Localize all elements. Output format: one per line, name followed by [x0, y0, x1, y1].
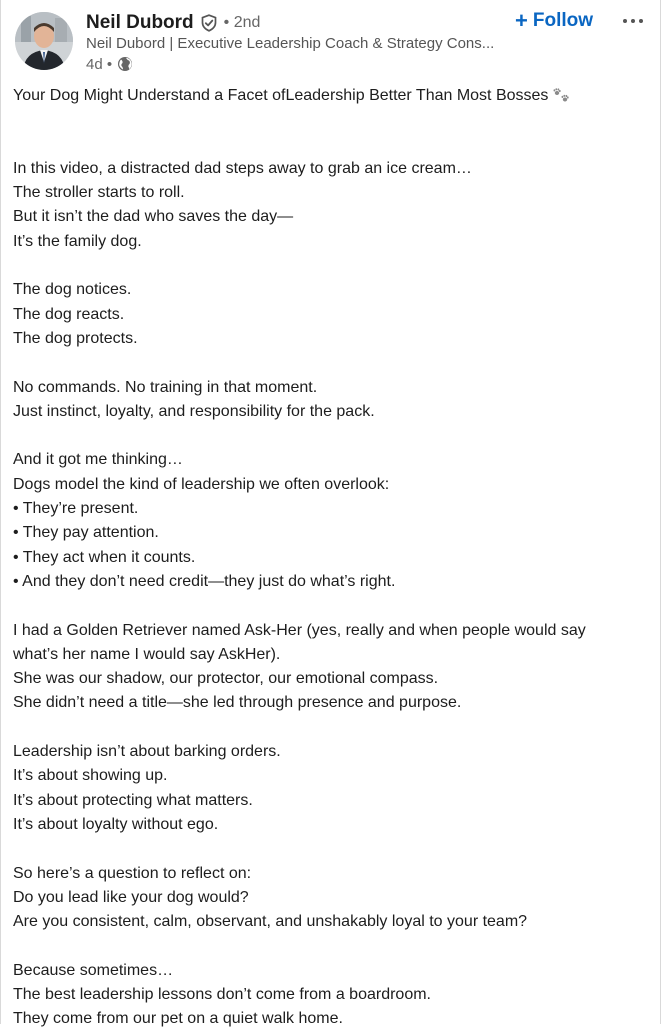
- post-body-line: I had a Golden Retriever named Ask-Her (yes, really and when people would say: [13, 621, 586, 639]
- post-body-line: Do you lead like your dog would?: [13, 888, 249, 906]
- globe-icon: [117, 56, 133, 72]
- follow-button[interactable]: [515, 8, 593, 34]
- post-body-line: The dog protects.: [13, 329, 138, 347]
- post-body-line: The dog notices.: [13, 281, 132, 299]
- post-body-line: She didn’t need a title—she led through presence and purpose.: [13, 694, 462, 712]
- author-name[interactable]: Neil Dubord: [86, 12, 194, 33]
- paw-prints-icon: [552, 87, 572, 105]
- post-body-line: what’s her name I would say AskHer).: [13, 645, 281, 663]
- follow-label: Follow: [532, 10, 594, 31]
- post-body-line: Dogs model the kind of leadership we often overlook:: [13, 475, 390, 493]
- blank-line: [13, 254, 653, 278]
- post-body-lines: [13, 108, 653, 1031]
- blank-line: [13, 133, 653, 157]
- post-time: 4d •: [86, 55, 113, 73]
- plus-icon: +: [515, 8, 528, 33]
- author-headline: Neil Dubord | Executive Leadership Coach & Strategy Cons...: [86, 35, 495, 52]
- post-body-line: Just instinct, loyalty, and responsibility for the pack.: [13, 402, 375, 420]
- post-body-line: It’s about showing up.: [13, 767, 168, 785]
- connection-degree: • 2nd: [223, 14, 261, 31]
- more-horizontal-icon: [622, 18, 644, 24]
- blank-line: [13, 716, 653, 740]
- blank-line: [13, 108, 653, 132]
- post-body-line: It’s the family dog.: [13, 232, 142, 250]
- blank-line: [13, 594, 653, 618]
- avatar[interactable]: [15, 12, 73, 70]
- avatar-photo: [15, 12, 73, 70]
- author-row: [86, 10, 260, 36]
- verified-badge-icon: [200, 14, 218, 32]
- blank-line: [13, 837, 653, 861]
- post-body-line: • They act when it counts.: [13, 548, 196, 566]
- blank-line: [13, 934, 653, 958]
- post-title: Your Dog Might Understand a Facet ofLeadership Better Than Most Bosses: [13, 87, 549, 104]
- post-body-line: But it isn’t the dad who saves the day—: [13, 208, 294, 226]
- post-body-line: And it got me thinking…: [13, 451, 183, 469]
- post-body-line: The stroller starts to roll.: [13, 184, 185, 202]
- post-body-line: The best leadership lessons don’t come from a boardroom.: [13, 985, 431, 1003]
- post-body-line: The dog reacts.: [13, 305, 125, 323]
- post-body-line: It’s about protecting what matters.: [13, 791, 253, 809]
- post-body-line: Because sometimes…: [13, 961, 174, 979]
- post-title-line: [13, 84, 653, 108]
- blank-line: [13, 351, 653, 375]
- post-body-line: In this video, a distracted dad steps away to grab an ice cream…: [13, 159, 472, 177]
- post-body-line: Leadership isn’t about barking orders.: [13, 743, 281, 761]
- post-body-line: • And they don’t need credit—they just do what’s right.: [13, 572, 396, 590]
- post-body-line: She was our shadow, our protector, our emotional compass.: [13, 670, 439, 688]
- post-body: [13, 84, 653, 1032]
- post-body-line: They come from our pet on a quiet walk home.: [13, 1010, 343, 1028]
- post-body-line: So here’s a question to reflect on:: [13, 864, 252, 882]
- post-body-line: • They pay attention.: [13, 524, 159, 542]
- more-options-button[interactable]: [621, 9, 645, 33]
- post-body-line: • They’re present.: [13, 500, 139, 518]
- post-body-line: No commands. No training in that moment.: [13, 378, 318, 396]
- blank-line: [13, 424, 653, 448]
- post-body-line: It’s about loyalty without ego.: [13, 815, 219, 833]
- post-meta: [86, 54, 133, 74]
- post-body-line: Are you consistent, calm, observant, and unshakably loyal to your team?: [13, 913, 528, 931]
